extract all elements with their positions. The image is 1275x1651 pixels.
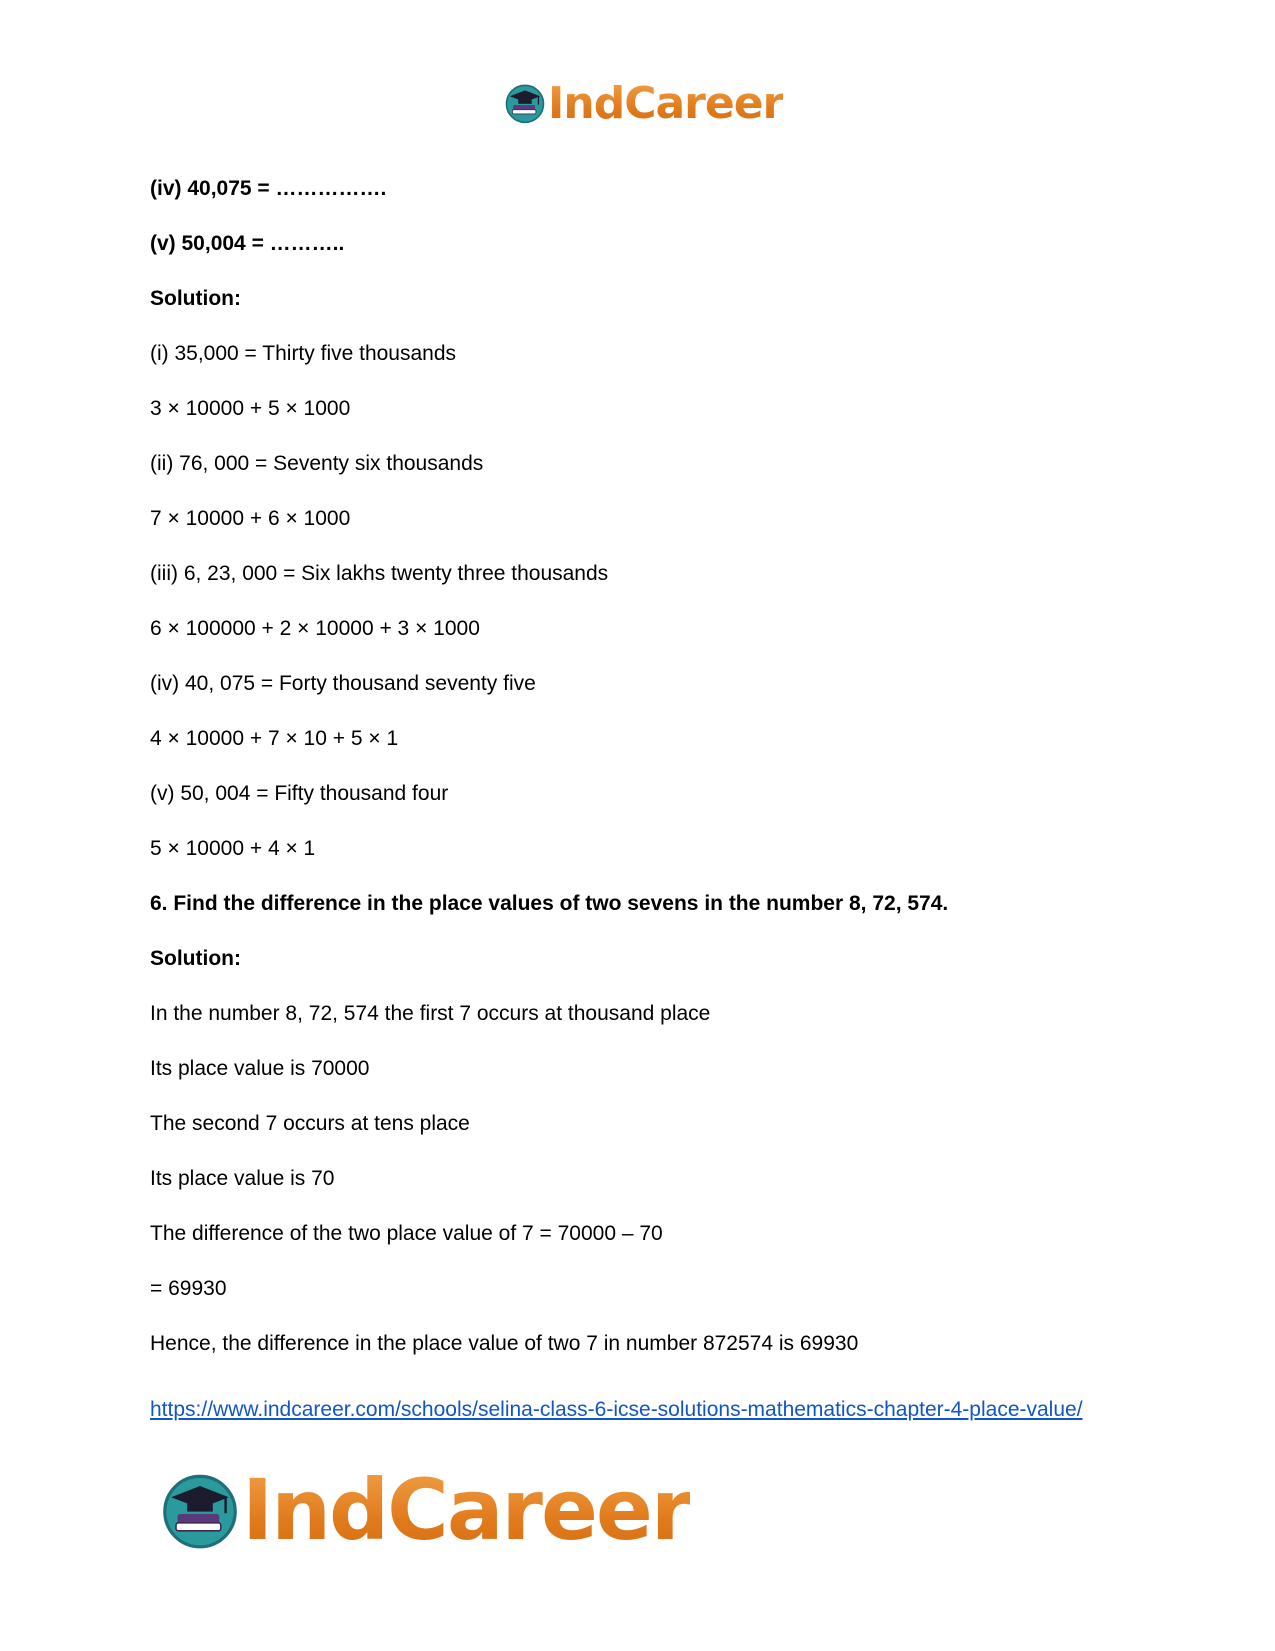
text-line: (iv) 40, 075 = Forty thousand seventy five <box>150 672 536 695</box>
bold-text-line: 6. Find the difference in the place values of two sevens in the number 8, 72, 574. <box>150 892 949 915</box>
bold-text-line: Solution: <box>150 287 241 310</box>
text-line: (v) 50, 004 = Fifty thousand four <box>150 782 449 805</box>
source-link[interactable]: https://www.indcareer.com/schools/selina-class-6-icse-solutions-mathematics-chapter-4-place-value/ <box>150 1398 1083 1421</box>
text-line: (ii) 76, 000 = Seventy six thousands <box>150 452 484 475</box>
text-line: Hence, the difference in the place value of two 7 in number 872574 is 69930 <box>150 1332 859 1355</box>
text-line: (iii) 6, 23, 000 = Six lakhs twenty three thousands <box>150 562 609 585</box>
document-body <box>150 176 1130 1386</box>
graduation-cap-book-icon <box>160 1470 240 1550</box>
brand-wordmark: IndCareer <box>242 1461 691 1559</box>
text-line: 3 × 10000 + 5 × 1000 <box>150 397 351 420</box>
text-line: = 69930 <box>150 1277 227 1300</box>
footer-logo <box>160 1461 691 1559</box>
text-line: 5 × 10000 + 4 × 1 <box>150 837 316 860</box>
text-line: (i) 35,000 = Thirty five thousands <box>150 342 457 365</box>
bold-text-line: Solution: <box>150 947 241 970</box>
graduation-cap-book-icon <box>504 82 546 124</box>
text-line: 7 × 10000 + 6 × 1000 <box>150 507 351 530</box>
text-line: In the number 8, 72, 574 the first 7 occurs at thousand place <box>150 1002 711 1025</box>
text-line: The difference of the two place value of 7 = 70000 – 70 <box>150 1222 663 1245</box>
bold-text-line: (iv) 40,075 = ……………. <box>150 177 387 200</box>
text-line: 6 × 100000 + 2 × 10000 + 3 × 1000 <box>150 617 480 640</box>
text-line: The second 7 occurs at tens place <box>150 1112 470 1135</box>
brand-wordmark: IndCareer <box>548 77 784 129</box>
text-line: 4 × 10000 + 7 × 10 + 5 × 1 <box>150 727 399 750</box>
text-line: Its place value is 70000 <box>150 1057 370 1080</box>
header-logo <box>504 78 783 128</box>
bold-text-line: (v) 50,004 = ……….. <box>150 232 345 255</box>
text-line: Its place value is 70 <box>150 1167 335 1190</box>
